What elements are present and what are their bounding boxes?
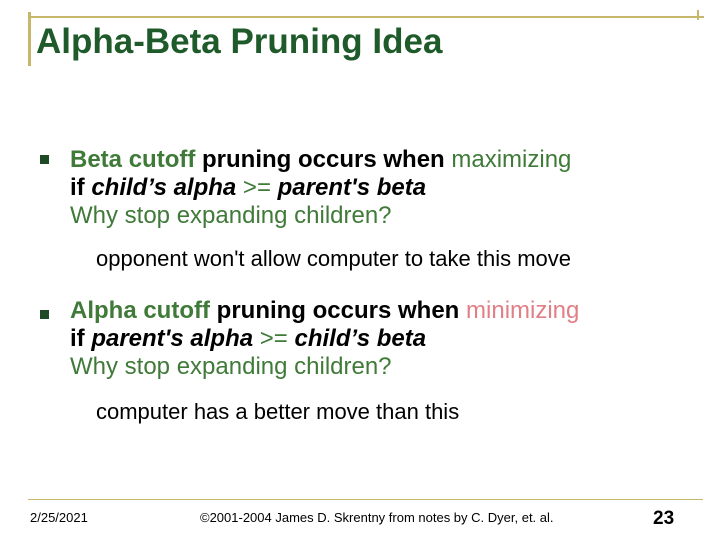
bullet-1 xyxy=(70,146,571,230)
bullet-2 xyxy=(70,297,579,381)
bullet-1-answer: opponent won't allow computer to take this move xyxy=(96,246,572,271)
footer-rule xyxy=(28,499,703,500)
bullet-2-text: pruning occurs when xyxy=(209,297,467,324)
slide-title: Alpha-Beta Pruning Idea xyxy=(36,22,443,61)
minimizing-term: minimizing xyxy=(466,297,580,324)
title-frame-vertical-rule xyxy=(28,12,31,66)
footer-date: 2/25/2021 xyxy=(30,510,88,525)
alpha-cutoff-term: Alpha cutoff xyxy=(70,297,210,324)
title-frame-horizontal-rule xyxy=(28,16,704,18)
footer-copyright: ©2001-2004 James D. Skrentny from notes by C. Dyer, et. al. xyxy=(200,510,554,525)
title-frame-end-tick xyxy=(697,10,699,20)
condition-left: parent's alpha xyxy=(91,325,254,352)
bullet-1-text: pruning occurs when xyxy=(195,146,452,173)
bullet-1-question: Why stop expanding children? xyxy=(70,202,392,229)
if-keyword: if xyxy=(70,325,92,352)
bullet-square-icon xyxy=(40,155,49,164)
bullet-2-question: Why stop expanding children? xyxy=(70,353,392,380)
bullet-square-icon xyxy=(40,310,49,319)
comparison-operator: >= xyxy=(253,325,295,352)
condition-right: child’s beta xyxy=(294,325,427,352)
bullet-2-answer: computer has a better move than this xyxy=(96,399,460,424)
comparison-operator: >= xyxy=(236,174,278,201)
bullet-1-line-2 xyxy=(70,174,571,202)
bullet-1-line-1 xyxy=(70,146,571,174)
condition-right: parent's beta xyxy=(277,174,427,201)
if-keyword: if xyxy=(70,174,92,201)
beta-cutoff-term: Beta cutoff xyxy=(70,146,196,173)
bullet-2-line-2 xyxy=(70,325,579,353)
condition-left: child’s alpha xyxy=(91,174,237,201)
bullet-2-line-1 xyxy=(70,297,579,325)
maximizing-term: maximizing xyxy=(451,146,572,173)
page-number: 23 xyxy=(653,508,675,529)
